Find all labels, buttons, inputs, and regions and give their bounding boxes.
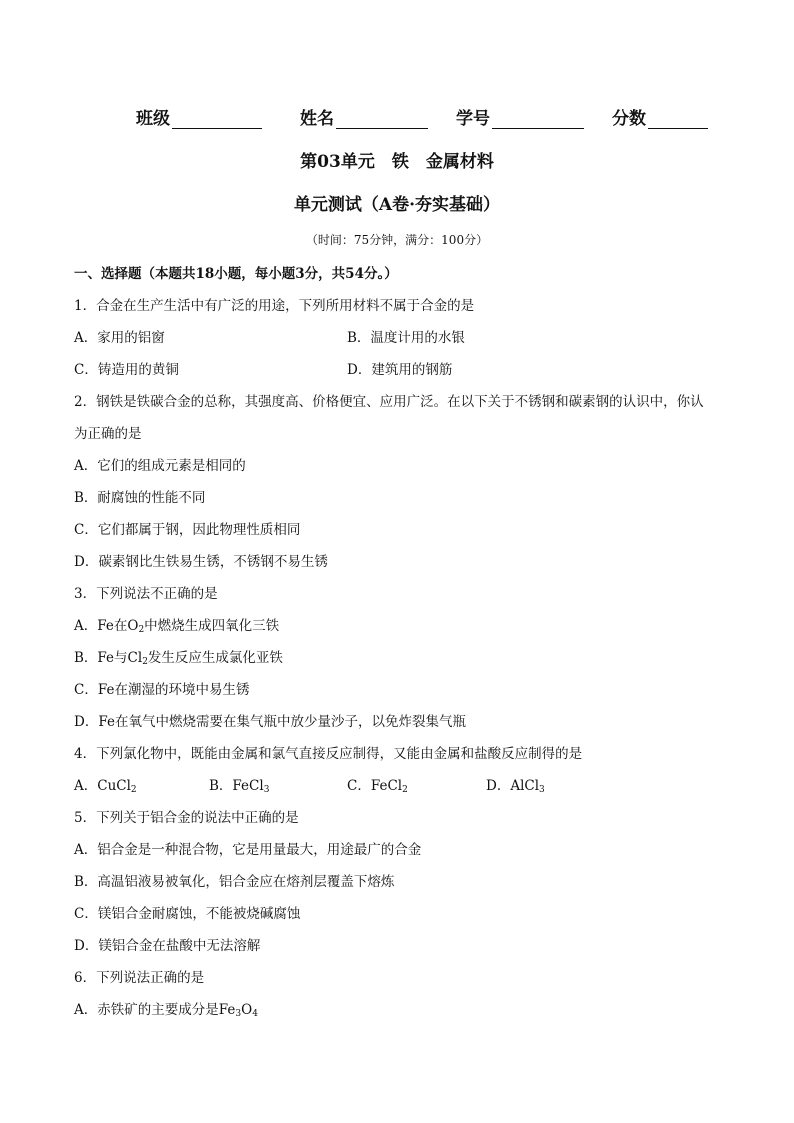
q6-a-subscript-2: 4 bbox=[252, 1009, 258, 1019]
name-label: 姓名 bbox=[300, 109, 334, 129]
q3-b-subscript: 2 bbox=[142, 657, 148, 667]
score-blank[interactable] bbox=[648, 110, 708, 129]
q1-option-d: D．建筑用的钢筋 bbox=[347, 362, 453, 378]
time-note: （时间：75分钟，满分：100分） bbox=[305, 233, 489, 247]
q5-option-c: C．镁铝合金耐腐蚀，不能被烧碱腐蚀 bbox=[74, 906, 301, 922]
score-field[interactable] bbox=[612, 104, 708, 129]
class-field[interactable] bbox=[136, 104, 262, 129]
test-subtitle: 单元测试（A卷·夯实基础） bbox=[293, 195, 501, 215]
q4-option-d bbox=[486, 774, 545, 794]
q4-option-a bbox=[74, 774, 137, 794]
q5-option-a: A．铝合金是一种混合物，它是用量最大，用途最广的合金 bbox=[74, 842, 422, 858]
q4-stem: 4．下列氯化物中，既能由金属和氯气直接反应制得，又能由金属和盐酸反应制得的是 bbox=[74, 746, 583, 762]
q2-option-b: B．耐腐蚀的性能不同 bbox=[74, 490, 206, 506]
q2-option-a: A．它们的组成元素是相同的 bbox=[74, 458, 246, 474]
q3-option-b bbox=[74, 646, 283, 666]
name-field[interactable] bbox=[300, 104, 428, 129]
student-info-header bbox=[136, 104, 736, 129]
q4-a-subscript: 2 bbox=[130, 785, 137, 795]
q2-option-c: C．它们都属于钢，因此物理性质相同 bbox=[74, 522, 301, 538]
q3-option-c: C．Fe在潮湿的环境中易生锈 bbox=[74, 682, 250, 698]
unit-title: 第03单元 铁 金属材料 bbox=[300, 152, 494, 172]
q6-stem: 6．下列说法正确的是 bbox=[74, 970, 205, 986]
q3-option-a bbox=[74, 614, 279, 634]
student-id-field[interactable] bbox=[456, 104, 584, 129]
q6-a-text: A．赤铁矿的主要成分是Fe bbox=[74, 1002, 236, 1018]
name-blank[interactable] bbox=[336, 110, 428, 129]
q5-option-d: D．镁铝合金在盐酸中无法溶解 bbox=[74, 938, 261, 954]
class-label: 班级 bbox=[136, 109, 170, 129]
q3-b-rest: 发生反应生成氯化亚铁 bbox=[147, 650, 283, 666]
q4-d-text: D．AlCl bbox=[486, 778, 540, 794]
q4-d-subscript: 3 bbox=[539, 785, 545, 795]
q4-c-text: C．FeCl bbox=[347, 778, 403, 794]
q2-stem-line2: 为正确的是 bbox=[74, 426, 142, 442]
q1-stem: 1．合金在生产生活中有广泛的用途，下列所用材料不属于合金的是 bbox=[74, 298, 475, 314]
q4-b-text: B．FeCl bbox=[209, 778, 264, 794]
q1-option-a: A．家用的铝窗 bbox=[74, 330, 165, 346]
q1-option-b: B．温度计用的水银 bbox=[347, 330, 465, 346]
q6-option-a bbox=[74, 998, 258, 1018]
q3-stem: 3．下列说法不正确的是 bbox=[74, 586, 218, 602]
q3-option-d: D．Fe在氧气中燃烧需要在集气瓶中放少量沙子，以免炸裂集气瓶 bbox=[74, 714, 466, 730]
q6-a-subscript-1: 3 bbox=[235, 1009, 242, 1019]
student-id-label: 学号 bbox=[456, 109, 490, 129]
q2-option-d: D．碳素钢比生铁易生锈，不锈钢不易生锈 bbox=[74, 554, 328, 570]
q3-b-text: B．Fe与Cl bbox=[74, 650, 143, 666]
q5-stem: 5．下列关于铝合金的说法中正确的是 bbox=[74, 810, 299, 826]
q1-option-c: C．铸造用的黄铜 bbox=[74, 362, 179, 378]
q6-a-oxygen: O bbox=[241, 1002, 253, 1018]
q4-option-c bbox=[347, 774, 408, 794]
q4-c-subscript: 2 bbox=[402, 785, 408, 795]
q4-b-subscript: 3 bbox=[263, 785, 270, 795]
student-id-blank[interactable] bbox=[492, 110, 584, 129]
q2-stem-line1: 2．钢铁是铁碳合金的总称，其强度高、价格便宜、应用广泛。在以下关于不锈钢和碳素钢的认识中，你认 bbox=[74, 394, 704, 410]
q4-a-text: A．CuCl bbox=[74, 778, 131, 794]
q3-a-rest: 中燃烧生成四氧化三铁 bbox=[144, 618, 280, 634]
q3-a-subscript: 2 bbox=[138, 625, 145, 635]
q3-a-text: A．Fe在O bbox=[74, 618, 139, 634]
score-label: 分数 bbox=[612, 109, 646, 129]
section-heading: 一、选择题（本题共18小题，每小题3分，共54分。） bbox=[74, 266, 398, 282]
q4-option-b bbox=[209, 774, 269, 794]
class-blank[interactable] bbox=[172, 110, 262, 129]
q5-option-b: B．高温铝液易被氧化，铝合金应在熔剂层覆盖下熔炼 bbox=[74, 874, 395, 890]
